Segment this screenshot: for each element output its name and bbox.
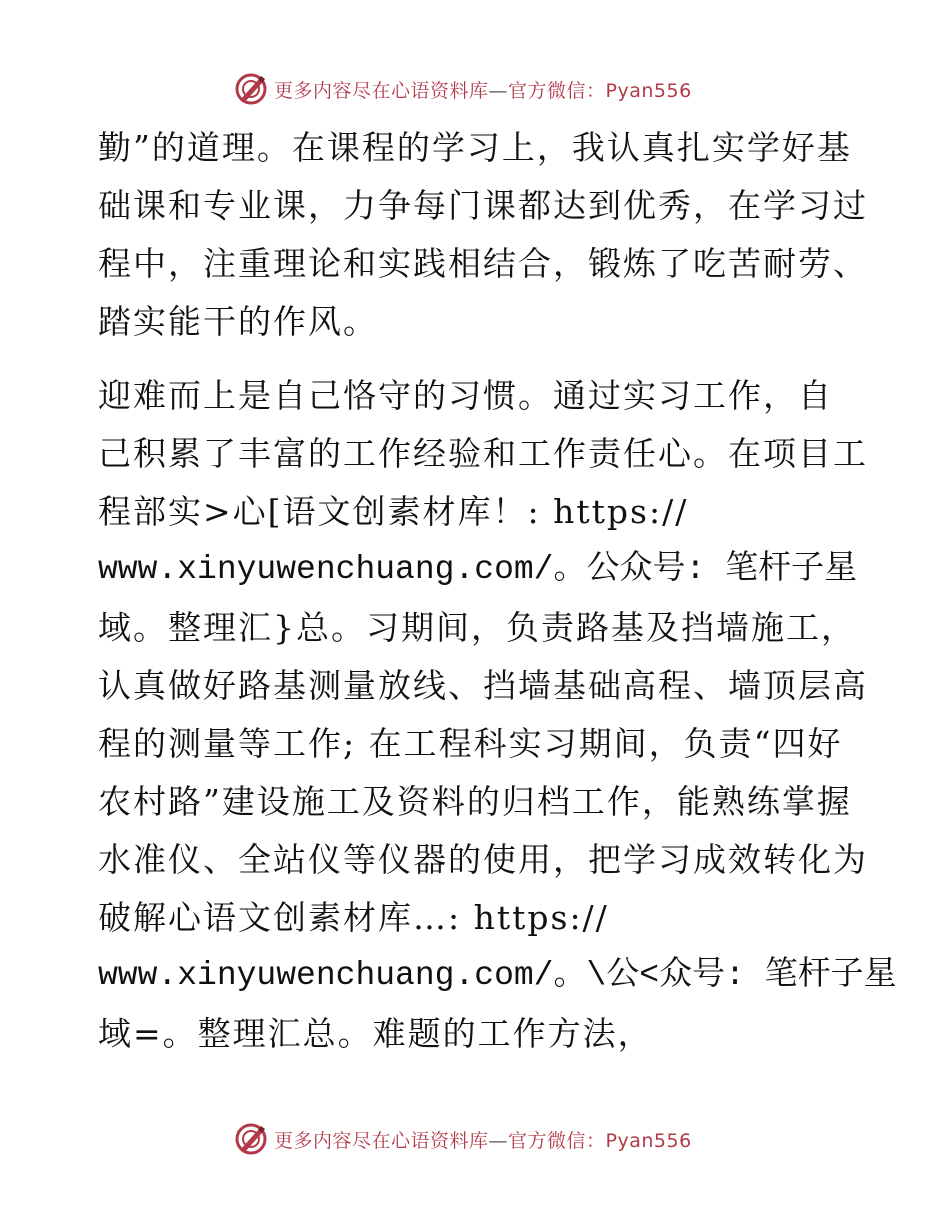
text-line: 农村路”建设施工及资料的归档工作，能熟练掌握 xyxy=(98,782,852,821)
footer-banner xyxy=(0,1120,950,1160)
paragraph-2 xyxy=(98,367,897,1063)
text-line: 勤”的道理。在课程的学习上，我认真扎实学好基 xyxy=(98,128,852,167)
text-line: 程部实>心[语文创素材库！: https:// xyxy=(98,492,689,531)
red-pen-logo-icon xyxy=(234,72,268,106)
text-line: 础课和专业课，力争每门课都达到优秀，在学习过 xyxy=(98,186,868,225)
text-line: 认真做好路基测量放线、挡墙基础高程、墙顶层高 xyxy=(98,666,868,705)
text-line: 程中，注重理论和实践相结合，锻炼了吃苦耐劳、 xyxy=(98,244,868,283)
paragraph-1 xyxy=(98,119,868,351)
text-line: 域=。整理汇总。难题的工作方法， xyxy=(98,1014,653,1053)
text-line: 水准仪、全站仪等仪器的使用，把学习成效转化为 xyxy=(98,840,868,879)
banner-contact: 官方微信：Pyan556 xyxy=(508,80,692,102)
text-line: 破解心语文创素材库…: https:// xyxy=(98,898,609,937)
text-line-url: www.xinyuwenchuang.com/。\公<众号: 笔杆子星 xyxy=(98,957,897,994)
text-line: 迎难而上是自己恪守的习惯。通过实习工作，自 xyxy=(98,376,833,415)
banner-text xyxy=(274,76,692,103)
banner-text xyxy=(274,1126,692,1153)
text-line: 域。整理汇}总。习期间，负责路基及挡墙施工， xyxy=(98,608,856,647)
banner-slogan: 更多内容尽在心语资料库 xyxy=(274,80,489,102)
banner-separator: — xyxy=(488,80,509,102)
banner-contact: 官方微信：Pyan556 xyxy=(508,1130,692,1152)
text-line: 程的测量等工作; 在工程科实习期间，负责“四好 xyxy=(98,724,843,763)
red-pen-logo-icon xyxy=(234,1122,268,1156)
banner-separator: — xyxy=(488,1130,509,1152)
text-line: 己积累了丰富的工作经验和工作责任心。在项目工 xyxy=(98,434,868,473)
banner-slogan: 更多内容尽在心语资料库 xyxy=(274,1130,489,1152)
text-line-url: www.xinyuwenchuang.com/。公众号: 笔杆子星 xyxy=(98,551,858,588)
text-line: 踏实能干的作风。 xyxy=(98,302,378,341)
header-banner xyxy=(0,70,950,110)
